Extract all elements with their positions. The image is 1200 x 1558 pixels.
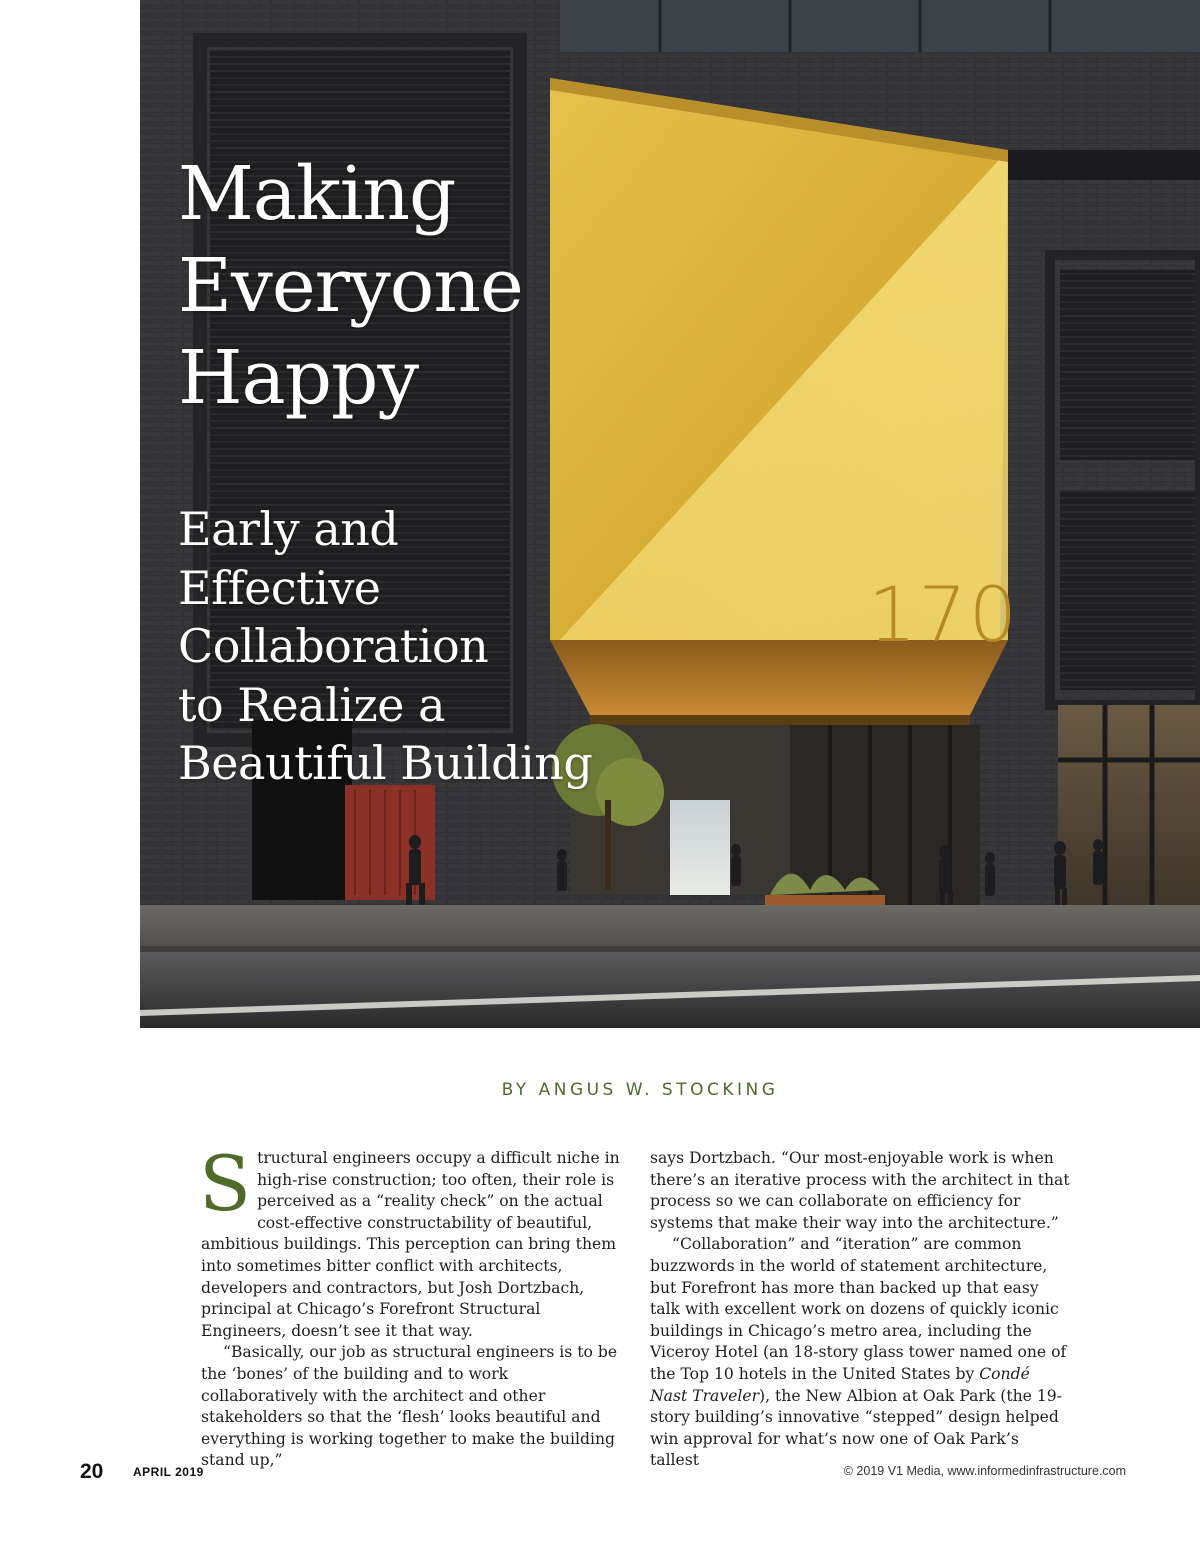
paragraph-text: “Collaboration” and “iteration” are common buzzwords in the world of statement architecture, but Forefront has more than backed up that easy talk with excellent work on dozens of quickly iconic buildings in Chicago’s metro area, including the Viceroy Hotel (an 18-story glass tower named one of the Top 10 hotels in the United States by — [650, 1235, 1067, 1383]
drop-cap: S — [199, 1139, 252, 1228]
copyright-notice: © 2019 V1 Media, www.informedinfrastructure.com — [843, 1464, 1126, 1478]
deck-line-1: Early and — [178, 502, 399, 556]
article-paragraph — [199, 1139, 621, 1342]
title-line-2: Everyone — [178, 243, 523, 329]
publication-name: Condé Nast Traveler — [650, 1364, 1030, 1405]
paragraph-text: tructural engineers occupy a difficult niche in high-rise construction; too often, their role is perceived as a “reality check” on the actual cost-effective constructability of beautiful, ambitious buildings. This perception can bring them into sometimes bitter conflict with architects, developers and contractors, but Josh Dortzbach, principal at Chicago’s Forefront Structural Engineers, doesn’t see it that way. — [201, 1149, 620, 1340]
deck-line-3: Collaboration — [178, 619, 489, 673]
article-paragraph: says Dortzbach. “Our most-enjoyable work is when there’s an iterative process with the architect in that process so we can collaborate on efficiency for systems that make their way into the architecture.” — [650, 1149, 1070, 1232]
article-title — [178, 148, 523, 424]
title-line-3: Happy — [178, 335, 419, 421]
article-paragraph — [650, 1234, 1070, 1472]
article-column-right — [650, 1148, 1070, 1472]
article-paragraph: “Basically, our job as structural engineers is to be the ‘bones’ of the building and to work collaboratively with the architect and other stakeholders so that the ‘flesh’ looks beautiful and everything is working together to make the building stand up,” — [201, 1343, 618, 1470]
byline: BY ANGUS W. STOCKING — [501, 1080, 779, 1100]
issue-date: APRIL 2019 — [133, 1465, 204, 1479]
deck-line-4: to Realize a — [178, 677, 446, 732]
address-number: 170 — [868, 570, 1020, 659]
paragraph-text: ), the New Albion at Oak Park (the 19-story building’s innovative “stepped” design helped win approval for what’s now one of Oak Park’s tallest — [650, 1386, 1062, 1470]
deck-line-5: Beautiful Building — [178, 736, 593, 790]
article-deck — [178, 500, 592, 793]
page-number: 20 — [80, 1460, 104, 1483]
article-column-left — [199, 1139, 621, 1472]
hero-rendering — [140, 0, 1200, 1028]
title-line-1: Making — [178, 151, 456, 237]
deck-line-2: Effective — [178, 560, 381, 615]
